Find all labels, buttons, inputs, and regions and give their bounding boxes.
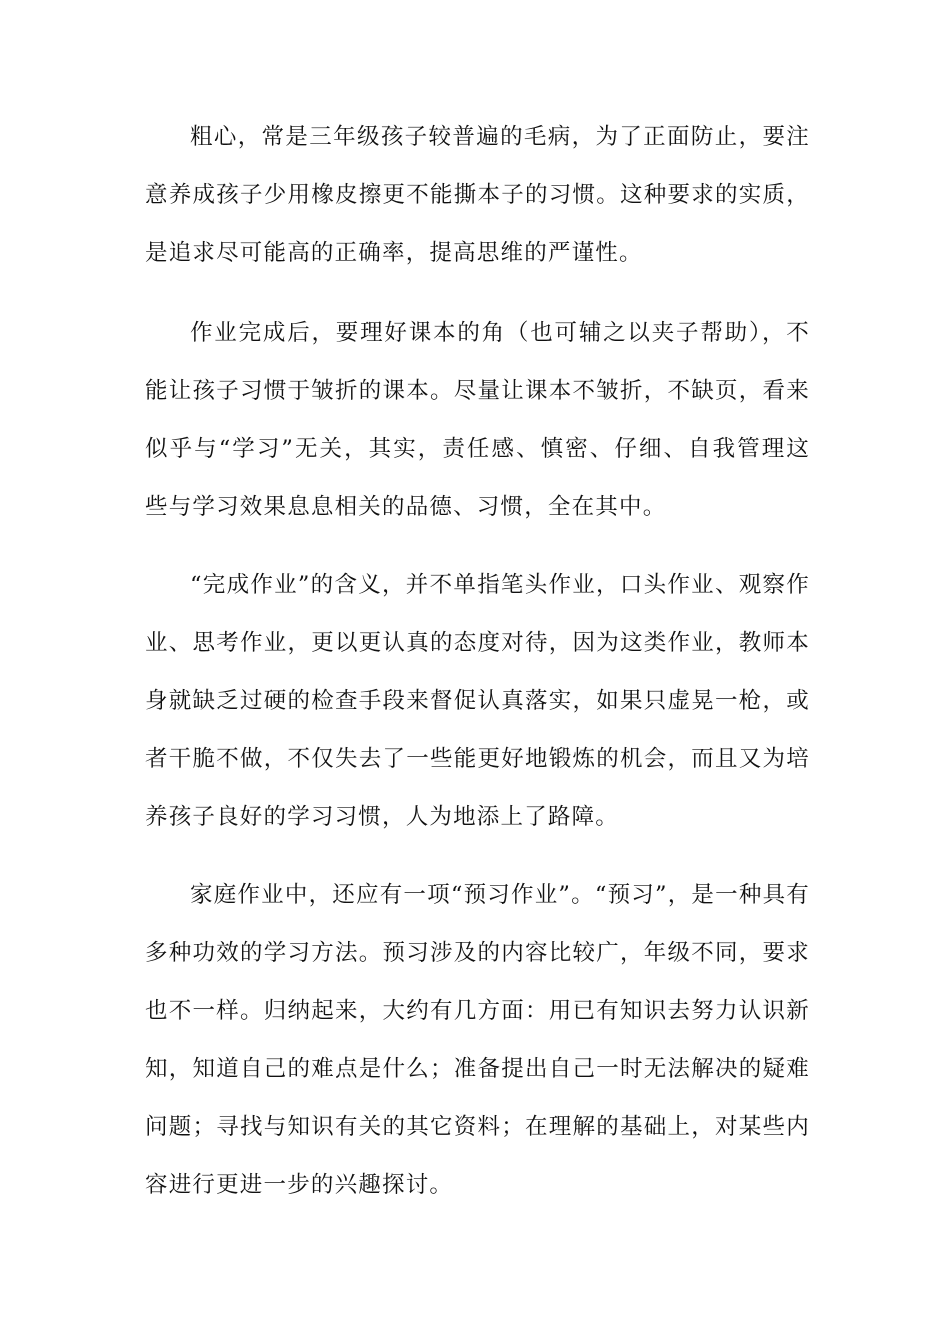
paragraph-textbook-care: 作业完成后，要理好课本的角（也可辅之以夹子帮助），不能让孩子习惯于皱折的课本。尽量让课本不皱折，不缺页，看来似乎与“学习”无关，其实，责任感、慎密、仔细、自我管理这些与学习效果息息相关的品德、习惯，全在其中。 [145,320,810,520]
paragraph-homework-meaning: “完成作业”的含义，并不单指笔头作业，口头作业、观察作业、思考作业，更以更认真的态度对待，因为这类作业，教师本身就缺乏过硬的检查手段来督促认真落实，如果只虚晃一枪，或者干脆不做，不仅失去了一些能更好地锻炼的机会，而且又为培养孩子良好的学习习惯，人为地添上了路障。 [145,572,810,830]
paragraph-careless-habits: 粗心，常是三年级孩子较普遍的毛病，为了正面防止，要注意养成孩子少用橡皮擦更不能撕本子的习惯。这种要求的实质，是追求尽可能高的正确率，提高思维的严谨性。 [145,124,810,266]
paragraph-preview-homework: 家庭作业中，还应有一项“预习作业”。“预习”，是一种具有多种功效的学习方法。预习涉及的内容比较广，年级不同，要求也不一样。归纳起来，大约有几方面：用已有知识去努力认识新知，知道自己的难点是什么；准备提出自己一时无法解决的疑难问题；寻找与知识有关的其它资料；在理解的基础上，对某些内容进行更进一步的兴趣探讨。 [145,882,810,1198]
